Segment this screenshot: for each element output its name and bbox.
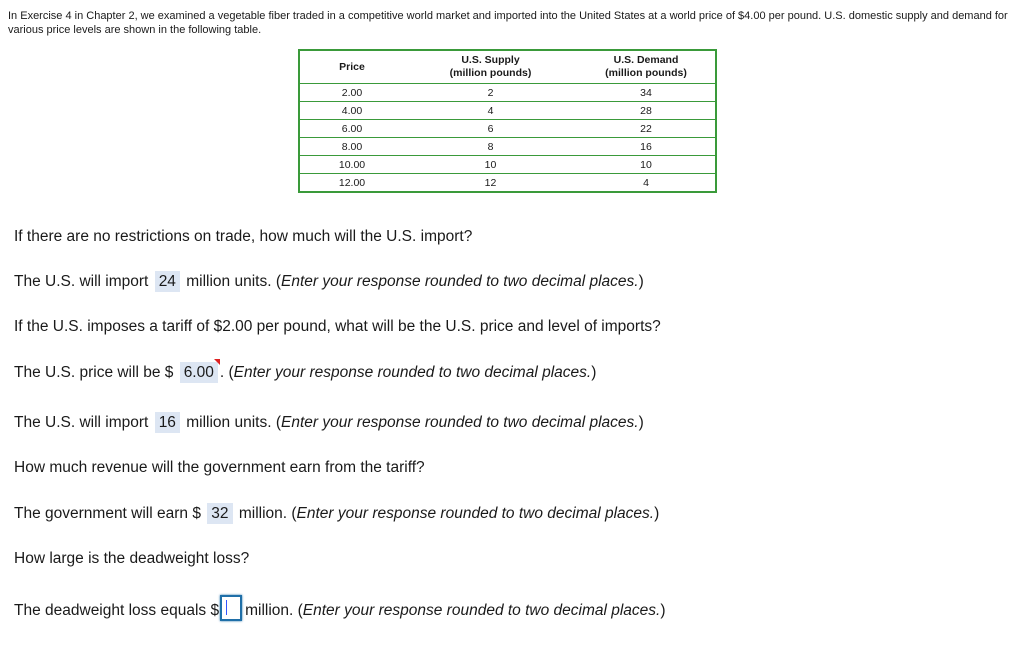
cell-price: 2.00: [299, 84, 404, 102]
cell-supply: 8: [404, 138, 577, 156]
header-price: Price: [299, 50, 404, 84]
table-header-row: [299, 50, 716, 84]
header-supply: U.S. Supply (million pounds): [404, 50, 577, 84]
cell-supply: 6: [404, 120, 577, 138]
answer-field-imports[interactable]: 24: [155, 271, 180, 292]
intro-text: In Exercise 4 in Chapter 2, we examined a vegetable fiber traded in a competitive world market and imported into the United States at a world price of $4.00 per pound. U.S. domestic supply and demand for various price levels are shown in the following table.: [8, 10, 1008, 36]
cell-demand: 34: [577, 84, 716, 102]
question-2: If the U.S. imposes a tariff of $2.00 per pound, what will be the U.S. price and level of imports?: [14, 318, 661, 335]
answer-field-tariff-imports[interactable]: 16: [155, 412, 180, 433]
cell-price: 4.00: [299, 102, 404, 120]
answer-line-1: The U.S. will import 24 million units. (Enter your response rounded to two decimal places.): [14, 273, 644, 290]
cell-price: 12.00: [299, 174, 404, 193]
cell-demand: 22: [577, 120, 716, 138]
cell-demand: 16: [577, 138, 716, 156]
supply-demand-table: [298, 49, 717, 193]
question-3: How much revenue will the government earn from the tariff?: [14, 459, 425, 476]
table-row: [299, 102, 716, 120]
answer-line-3: The U.S. will import 16 million units. (Enter your response rounded to two decimal places.): [14, 414, 644, 431]
answer-line-5: The deadweight loss equals $ million. (Enter your response rounded to two decimal places.): [14, 595, 666, 621]
cell-supply: 12: [404, 174, 577, 193]
answer-line-4: The government will earn $ 32 million. (Enter your response rounded to two decimal places.): [14, 505, 660, 522]
table-row: [299, 174, 716, 193]
cell-supply: 4: [404, 102, 577, 120]
question-4: How large is the deadweight loss?: [14, 550, 250, 567]
cell-demand: 4: [577, 174, 716, 193]
table-row: [299, 120, 716, 138]
cell-supply: 10: [404, 156, 577, 174]
table-row: [299, 84, 716, 102]
cell-price: 8.00: [299, 138, 404, 156]
answer-field-price[interactable]: 6.00: [180, 362, 218, 383]
cell-demand: 28: [577, 102, 716, 120]
table-row: [299, 156, 716, 174]
answer-field-deadweight-loss[interactable]: [220, 595, 242, 621]
cell-price: 6.00: [299, 120, 404, 138]
answer-line-2: The U.S. price will be $ 6.00 . (Enter your response rounded to two decimal places.): [14, 364, 597, 381]
header-demand: U.S. Demand (million pounds): [577, 50, 716, 84]
cell-supply: 2: [404, 84, 577, 102]
table-row: [299, 138, 716, 156]
answer-field-revenue[interactable]: 32: [207, 503, 232, 524]
cell-demand: 10: [577, 156, 716, 174]
question-1: If there are no restrictions on trade, how much will the U.S. import?: [14, 228, 473, 245]
cell-price: 10.00: [299, 156, 404, 174]
